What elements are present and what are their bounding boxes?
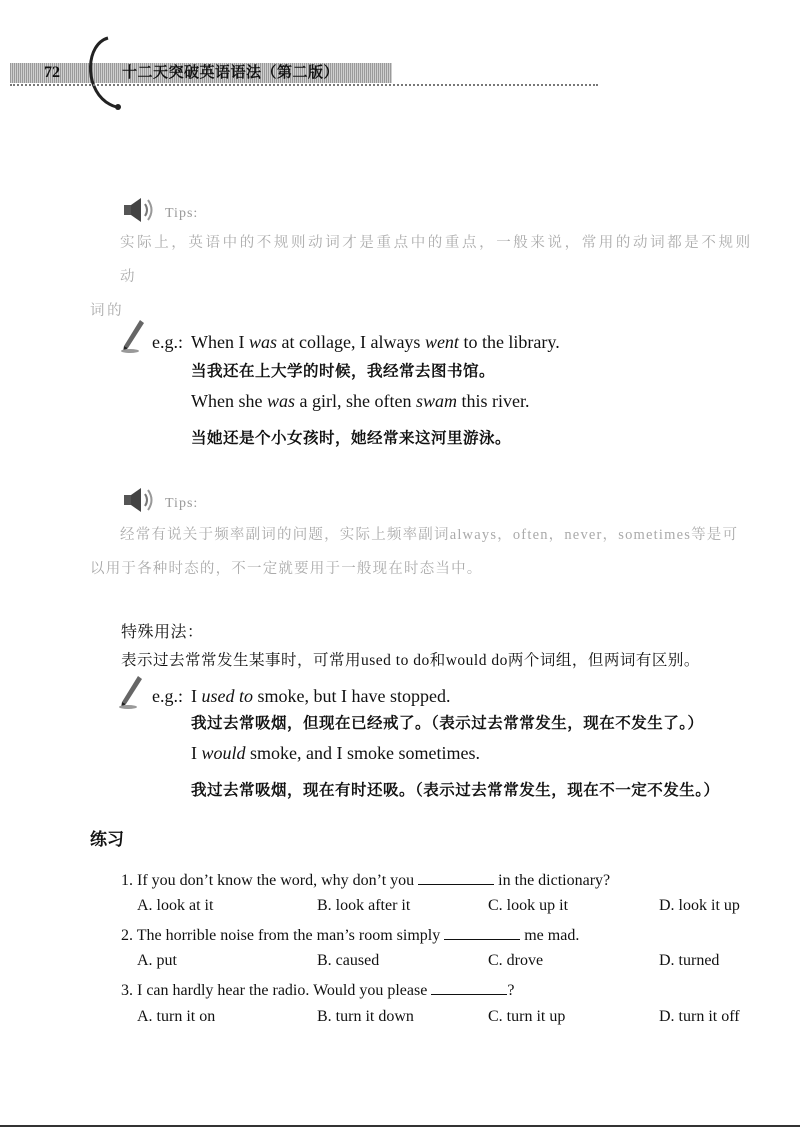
example-translation: 我过去常吸烟，现在有时还吸。（表示过去常常发生，现在不一定不发生。） bbox=[191, 782, 720, 799]
special-usage-description: 表示过去常常发生某事时，可常用used to do和would do两个词组，但两词有区别。 bbox=[121, 652, 700, 669]
option-d: D. look it up bbox=[659, 897, 740, 914]
tips-text bbox=[90, 226, 768, 328]
eg-label: e.g.: bbox=[152, 686, 183, 706]
footer-rule bbox=[0, 1125, 800, 1127]
option-c: C. drove bbox=[488, 952, 544, 969]
tips-label: Tips: bbox=[165, 496, 199, 511]
pencil-icon bbox=[120, 318, 146, 354]
option-a: A. look at it bbox=[137, 897, 214, 914]
answer-blank bbox=[431, 980, 507, 995]
tips-line: 词的 bbox=[90, 303, 125, 319]
tips-line: 以用于各种时态的，不一定就要用于一般现在时态当中。 bbox=[90, 561, 483, 577]
option-d: D. turn it off bbox=[659, 1008, 740, 1025]
header-dotted-rule bbox=[10, 84, 598, 86]
question-3: 3. I can hardly hear the radio. Would you please ? bbox=[121, 982, 515, 999]
answer-blank bbox=[418, 870, 494, 885]
special-usage-heading: 特殊用法： bbox=[121, 624, 204, 641]
tips-label: Tips: bbox=[165, 206, 199, 221]
option-c: C. look up it bbox=[488, 897, 569, 914]
option-d: D. turned bbox=[659, 952, 720, 969]
example-translation: 我过去常吸烟，但现在已经戒了。（表示过去常常发生，现在不发生了。） bbox=[191, 715, 704, 732]
eg-label: e.g.: bbox=[152, 332, 183, 352]
question-1: 1. If you don’t know the word, why don’t you in the dictionary? bbox=[121, 872, 611, 889]
pencil-icon bbox=[118, 674, 144, 710]
speaker-icon bbox=[122, 486, 156, 514]
option-a: A. turn it on bbox=[137, 1008, 216, 1025]
example-translation: 当我还在上大学的时候，我经常去图书馆。 bbox=[191, 363, 496, 380]
example-sentence: When I was at collage, I always went to the library. bbox=[191, 332, 560, 352]
exercise-heading: 练习 bbox=[90, 830, 124, 849]
book-title: 十二天突破英语语法（第二版） bbox=[122, 65, 340, 81]
page-number: 72 bbox=[44, 64, 60, 81]
answer-blank bbox=[444, 925, 520, 940]
speaker-icon bbox=[122, 196, 156, 224]
option-b: B. turn it down bbox=[317, 1008, 414, 1025]
option-b: B. look after it bbox=[317, 897, 411, 914]
tips-line: 经常有说关于频率副词的问题，实际上频率副词always，often，never，sometimes等是可 bbox=[120, 527, 739, 543]
example-sentence: When she was a girl, she often swam this river. bbox=[191, 391, 530, 411]
tips-text bbox=[90, 518, 768, 586]
option-b: B. caused bbox=[317, 952, 380, 969]
tips-line: 实际上，英语中的不规则动词才是重点中的重点，一般来说，常用的动词都是不规则动 bbox=[120, 235, 753, 285]
option-a: A. put bbox=[137, 952, 177, 969]
example-translation: 当她还是个小女孩时，她经常来这河里游泳。 bbox=[191, 430, 512, 447]
option-c: C. turn it up bbox=[488, 1008, 566, 1025]
example-sentence: I used to smoke, but I have stopped. bbox=[191, 686, 451, 706]
example-sentence: I would smoke, and I smoke sometimes. bbox=[191, 743, 480, 763]
question-2: 2. The horrible noise from the man’s room simply me mad. bbox=[121, 927, 580, 944]
